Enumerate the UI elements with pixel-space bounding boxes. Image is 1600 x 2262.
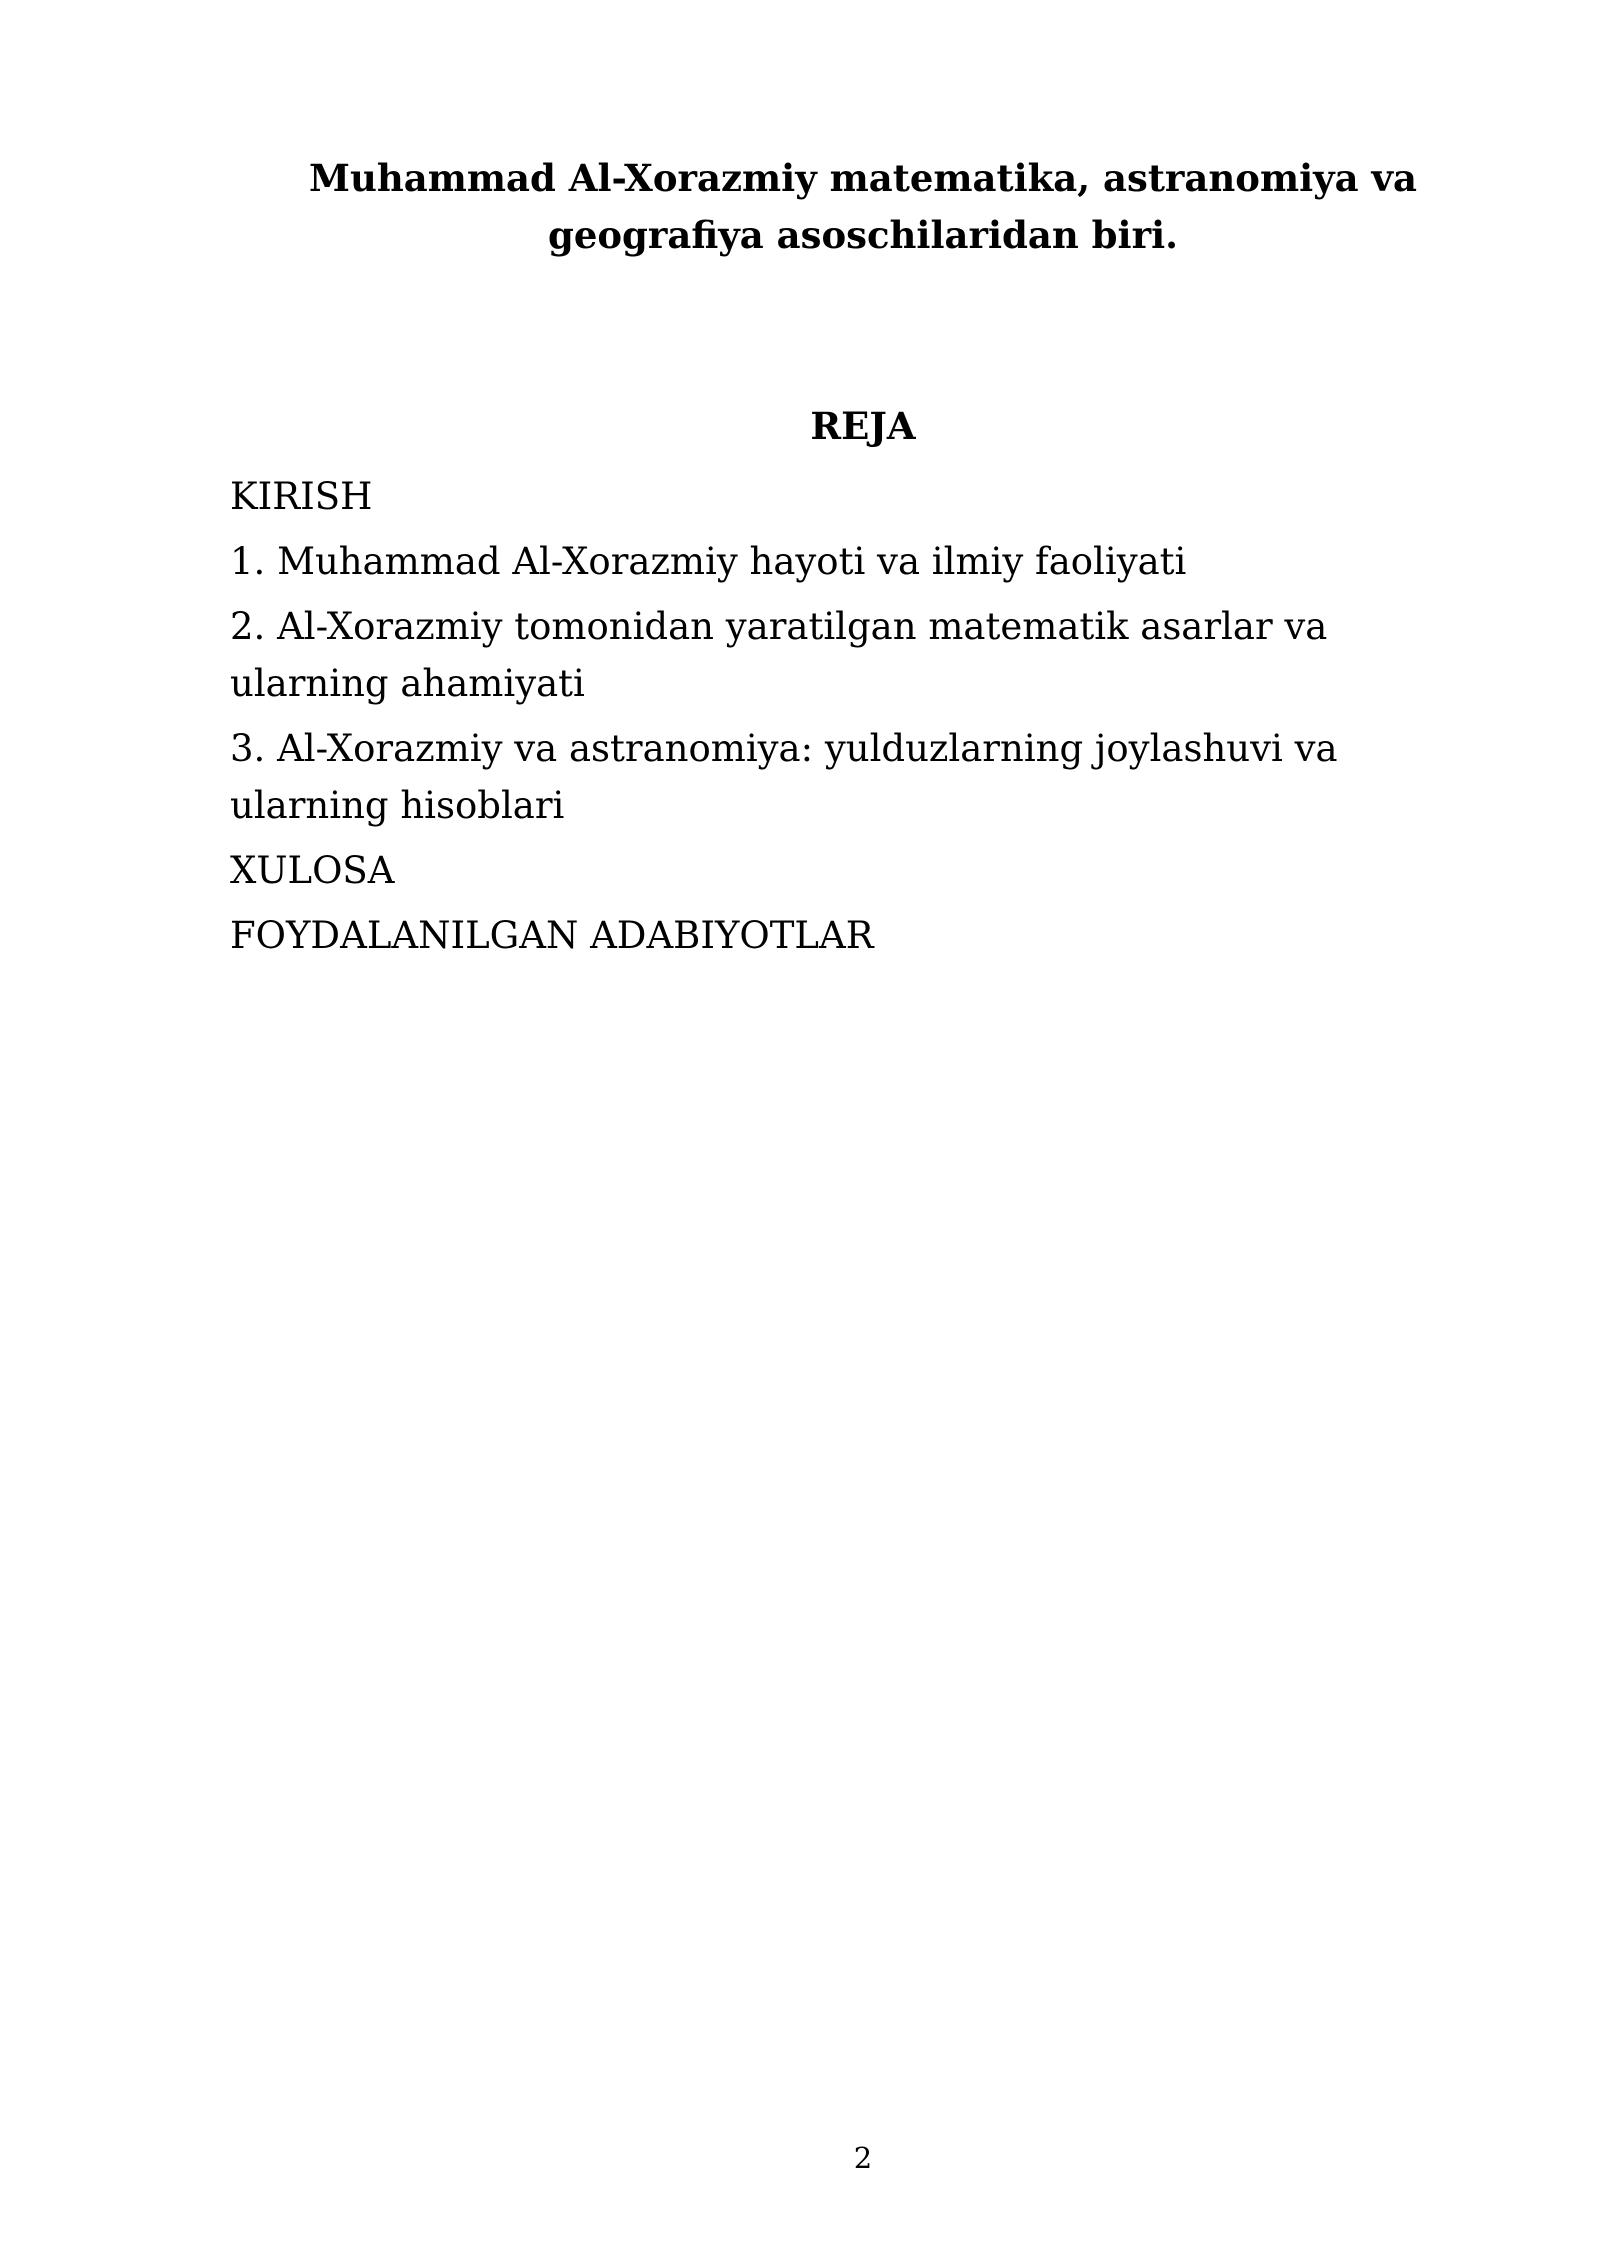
page-number: 2 <box>853 2141 873 2175</box>
plan-item-references: FOYDALANILGAN ADABIYOTLAR <box>230 914 874 957</box>
plan-item-conclusion: XULOSA <box>230 849 395 892</box>
plan-item-1: 1. Muhammad Al-Xorazmiy hayoti va ilmiy faoliyati <box>230 540 1187 583</box>
plan-item-2: 2. Al-Xorazmiy tomonidan yaratilgan matematik asarlar va ularning ahamiyati <box>230 605 1328 705</box>
plan-list <box>230 468 1496 972</box>
plan-item-introduction: KIRISH <box>230 475 373 518</box>
plan-item-3: 3. Al-Xorazmiy va astranomiya: yulduzlarning joylashuvi va ularning hisoblari <box>230 727 1338 827</box>
document-title: Muhammad Al-Xorazmiy matematika, astranomiya va geografiya asoschilaridan biri. <box>308 156 1417 257</box>
plan-heading: REJA <box>810 404 916 448</box>
